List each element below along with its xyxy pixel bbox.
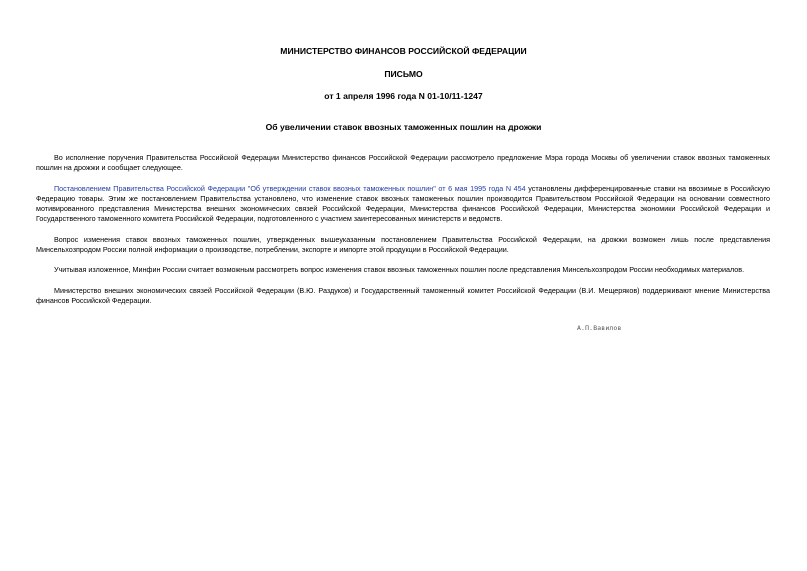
document-date-number: от 1 апреля 1996 года N 01-10/11-1247 xyxy=(324,91,483,101)
signature: А.П.Вавилов xyxy=(577,324,622,332)
paragraph-5: Министерство внешних экономических связей Российской Федерации (В.Ю. Раздуков) и Государственный таможенный комитет Российской Федерации (В.И. Мещеряков) поддерживают мнение Министерства финансов Российской Федерации. xyxy=(36,286,770,305)
document-subject: Об увеличении ставок ввозных таможенных пошлин на дрожжи xyxy=(265,122,542,132)
paragraph-2 xyxy=(36,184,770,224)
paragraph-1: Во исполнение поручения Правительства Российской Федерации Министерство финансов Российской Федерации рассмотрело предложение Мэра города Москвы об увеличении ставок ввозных таможенных пошлин на дрожжи и сообщает следующее. xyxy=(36,153,770,172)
ministry-heading: МИНИСТЕРСТВО ФИНАНСОВ РОССИЙСКОЙ ФЕДЕРАЦИИ xyxy=(280,46,527,56)
paragraph-4: Учитывая изложенное, Минфин России считает возможным рассмотреть вопрос изменения ставок ввозных таможенных пошлин после представления Минсельхозпродом России необходимых материалов. xyxy=(54,265,745,274)
paragraph-2-text: установлены дифференцированные ставки на ввозимые в Российскую Федерацию товары. Этим же постановлением Правительства установлено, что изменение ставок ввозных таможенных пошлин производится Правительством Российской Федерации на основании совместного мотивированного представления Министерства внешних экономических связей Российской Федерации, Министерства финансов Российской Федерации, Министерства экономики Российской Федерации и Государственного таможенного комитета Российской Федерации, подготовленного с участием заинтересованных министерств и ведомств. xyxy=(36,184,770,223)
document-type: ПИСЬМО xyxy=(384,69,423,79)
paragraph-3: Вопрос изменения ставок ввозных таможенных пошлин, утвержденных вышеуказанным постановлением Правительства Российской Федерации, на дрожжи возможен лишь после представления Минсельхозпродом России полной информации о производстве, потреблении, экспорте и импорте этой продукции в Российской Федерации. xyxy=(36,235,770,254)
decree-link[interactable]: Постановлением Правительства Российской Федерации "Об утверждении ставок ввозных таможенных пошлин" от 6 мая 1995 года N 454 xyxy=(54,184,526,193)
